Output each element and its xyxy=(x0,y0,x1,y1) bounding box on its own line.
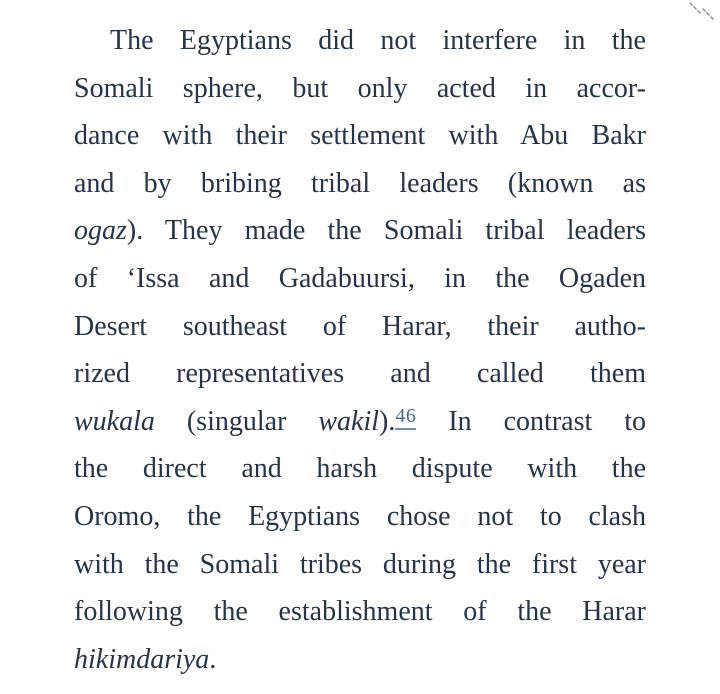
text-segment: dance with their settlement with Abu Bakr xyxy=(74,120,646,152)
text-line xyxy=(74,398,646,446)
text-segment: ogaz xyxy=(74,215,127,247)
text-segment: wukala xyxy=(74,405,155,437)
text-segment: and by bribing tribal leaders (known as xyxy=(74,167,646,199)
text-segment: In contrast to xyxy=(416,405,646,437)
text-segment: hikimdariya xyxy=(74,643,210,675)
text-line xyxy=(74,65,646,113)
text-line xyxy=(74,541,646,589)
footnote-link-46[interactable]: 46 xyxy=(395,405,416,430)
text-segment: of ‘Issa and Gadabuursi, in the Ogaden xyxy=(74,262,646,294)
paragraph-text-block xyxy=(74,17,646,683)
text-segment: Somali sphere, but only acted in accor- xyxy=(74,72,646,104)
text-line xyxy=(74,255,646,303)
corner-tick-marks-icon xyxy=(684,0,718,26)
text-segment: wakil xyxy=(318,405,380,437)
text-line xyxy=(74,445,646,493)
text-line xyxy=(74,207,646,255)
text-segment: Desert southeast of Harar, their autho- xyxy=(74,310,646,342)
text-line xyxy=(74,636,646,684)
text-segment: ). They made the Somali tribal leaders xyxy=(126,215,646,247)
text-segment: ). xyxy=(379,405,396,437)
text-line xyxy=(74,160,646,208)
text-segment: following the establishment of the Harar xyxy=(74,596,646,628)
text-line xyxy=(74,588,646,636)
text-line xyxy=(74,493,646,541)
text-segment: The Egyptians did not interfere in the xyxy=(110,25,646,56)
text-line xyxy=(74,112,646,160)
text-segment: (singular xyxy=(154,405,319,437)
text-line xyxy=(74,350,646,398)
text-line xyxy=(74,303,646,351)
text-segment: rized representatives and called them xyxy=(74,358,646,390)
text-segment: with the Somali tribes during the first year xyxy=(74,548,646,580)
text-line xyxy=(74,17,646,65)
text-segment: Oromo, the Egyptians chose not to clash xyxy=(74,500,646,532)
text-segment: the direct and harsh dispute with the xyxy=(74,453,646,485)
text-segment: . xyxy=(209,643,217,675)
